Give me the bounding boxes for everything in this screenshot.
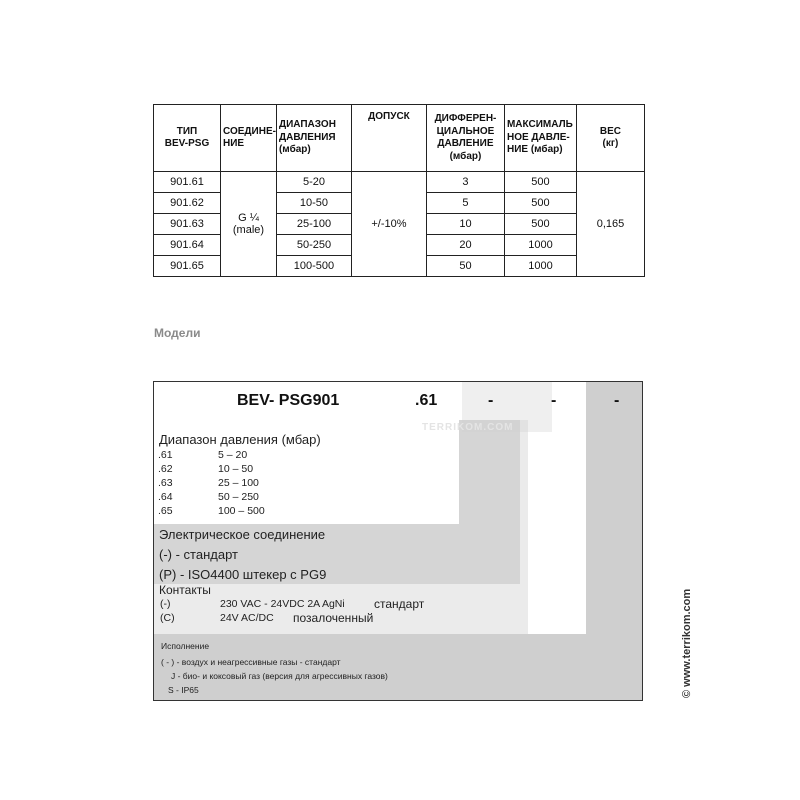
watermark-text: TERRIKOM.COM — [422, 422, 514, 433]
table-header-row — [154, 105, 645, 172]
cell-max: 500 — [504, 193, 576, 214]
cell-max: 500 — [504, 172, 576, 193]
cell-max: 1000 — [504, 256, 576, 277]
cell-type: 901.62 — [154, 193, 221, 214]
cell-max: 500 — [504, 214, 576, 235]
code-dash-2: - — [551, 392, 557, 409]
contacts-title: Контакты — [159, 583, 211, 597]
header-connection: СОЕДИНЕ- НИЕ — [221, 105, 277, 172]
header-tolerance: ДОПУСК — [351, 105, 426, 172]
cell-type: 901.63 — [154, 214, 221, 235]
cell-range: 50-250 — [276, 235, 351, 256]
cell-type: 901.64 — [154, 235, 221, 256]
copyright-text: © www.terrikom.com — [681, 588, 693, 698]
cell-diff: 10 — [426, 214, 504, 235]
spec-table — [153, 104, 645, 277]
header-max-pressure: МАКСИМАЛЬ НОЕ ДАВЛЕ- НИЕ (мбар) — [504, 105, 576, 172]
code-suffix: .61 — [415, 392, 438, 409]
code-dash-3: - — [614, 392, 620, 409]
cell-diff: 5 — [426, 193, 504, 214]
cell-tolerance: +/-10% — [351, 172, 426, 277]
electrical-title: Электрическое соединение — [159, 527, 326, 542]
header-pressure-range: ДИАПАЗОН ДАВЛЕНИЯ (мбар) — [276, 105, 351, 172]
execution-item: J - био- и коксовый газ (версия для агрессивных газов) — [171, 671, 388, 681]
cell-type: 901.61 — [154, 172, 221, 193]
cell-type: 901.65 — [154, 256, 221, 277]
execution-item: S - IP65 — [168, 685, 199, 695]
execution-title: Исполнение — [161, 641, 210, 651]
cell-diff: 20 — [426, 235, 504, 256]
header-weight: ВЕС (кг) — [576, 105, 644, 172]
cell-max: 1000 — [504, 235, 576, 256]
cell-connection: G ¼ (male) — [221, 172, 277, 277]
header-differential: ДИФФЕРЕН- ЦИАЛЬНОЕ ДАВЛЕНИЕ (мбар) — [426, 105, 504, 172]
cell-range: 10-50 — [276, 193, 351, 214]
electrical-item: (-) - стандарт — [159, 547, 238, 562]
models-heading: Модели — [154, 326, 201, 340]
cell-diff: 3 — [426, 172, 504, 193]
code-prefix: BEV- PSG901 — [237, 392, 340, 409]
table-row — [154, 172, 645, 193]
cell-diff: 50 — [426, 256, 504, 277]
execution-item: ( - ) - воздух и неагрессивные газы - стандарт — [161, 657, 341, 667]
cell-range: 100-500 — [276, 256, 351, 277]
cell-weight: 0,165 — [576, 172, 644, 277]
pressure-title: Диапазон давления (мбар) — [159, 432, 321, 447]
code-dash-1: - — [488, 392, 494, 409]
header-type: ТИП BEV-PSG — [154, 105, 221, 172]
electrical-item: (P) - ISO4400 штекер с PG9 — [159, 567, 327, 582]
cell-range: 5-20 — [276, 172, 351, 193]
cell-range: 25-100 — [276, 214, 351, 235]
ordering-code-diagram: TERRIKOM.COM BEV- PSG901 .61 - - - Диапазон давления (мбар) .61 5 – 20 .62 10 – 50 .63 25 – 100 .64 50 – 250 .65 100 – 500 Электрическое соединение (-) - стандарт (P) - ISO4400 штекер с PG9 Контакты (-) 230 VAC - 24VDC 2A AgNi стандарт (C) 24V AC/DC позалоченный Исполнение ( - ) - воздух и неагрессивные газы - стандарт J - био- и коксовый газ (версия для агрессивных газов) S - IP65 — [153, 381, 643, 701]
